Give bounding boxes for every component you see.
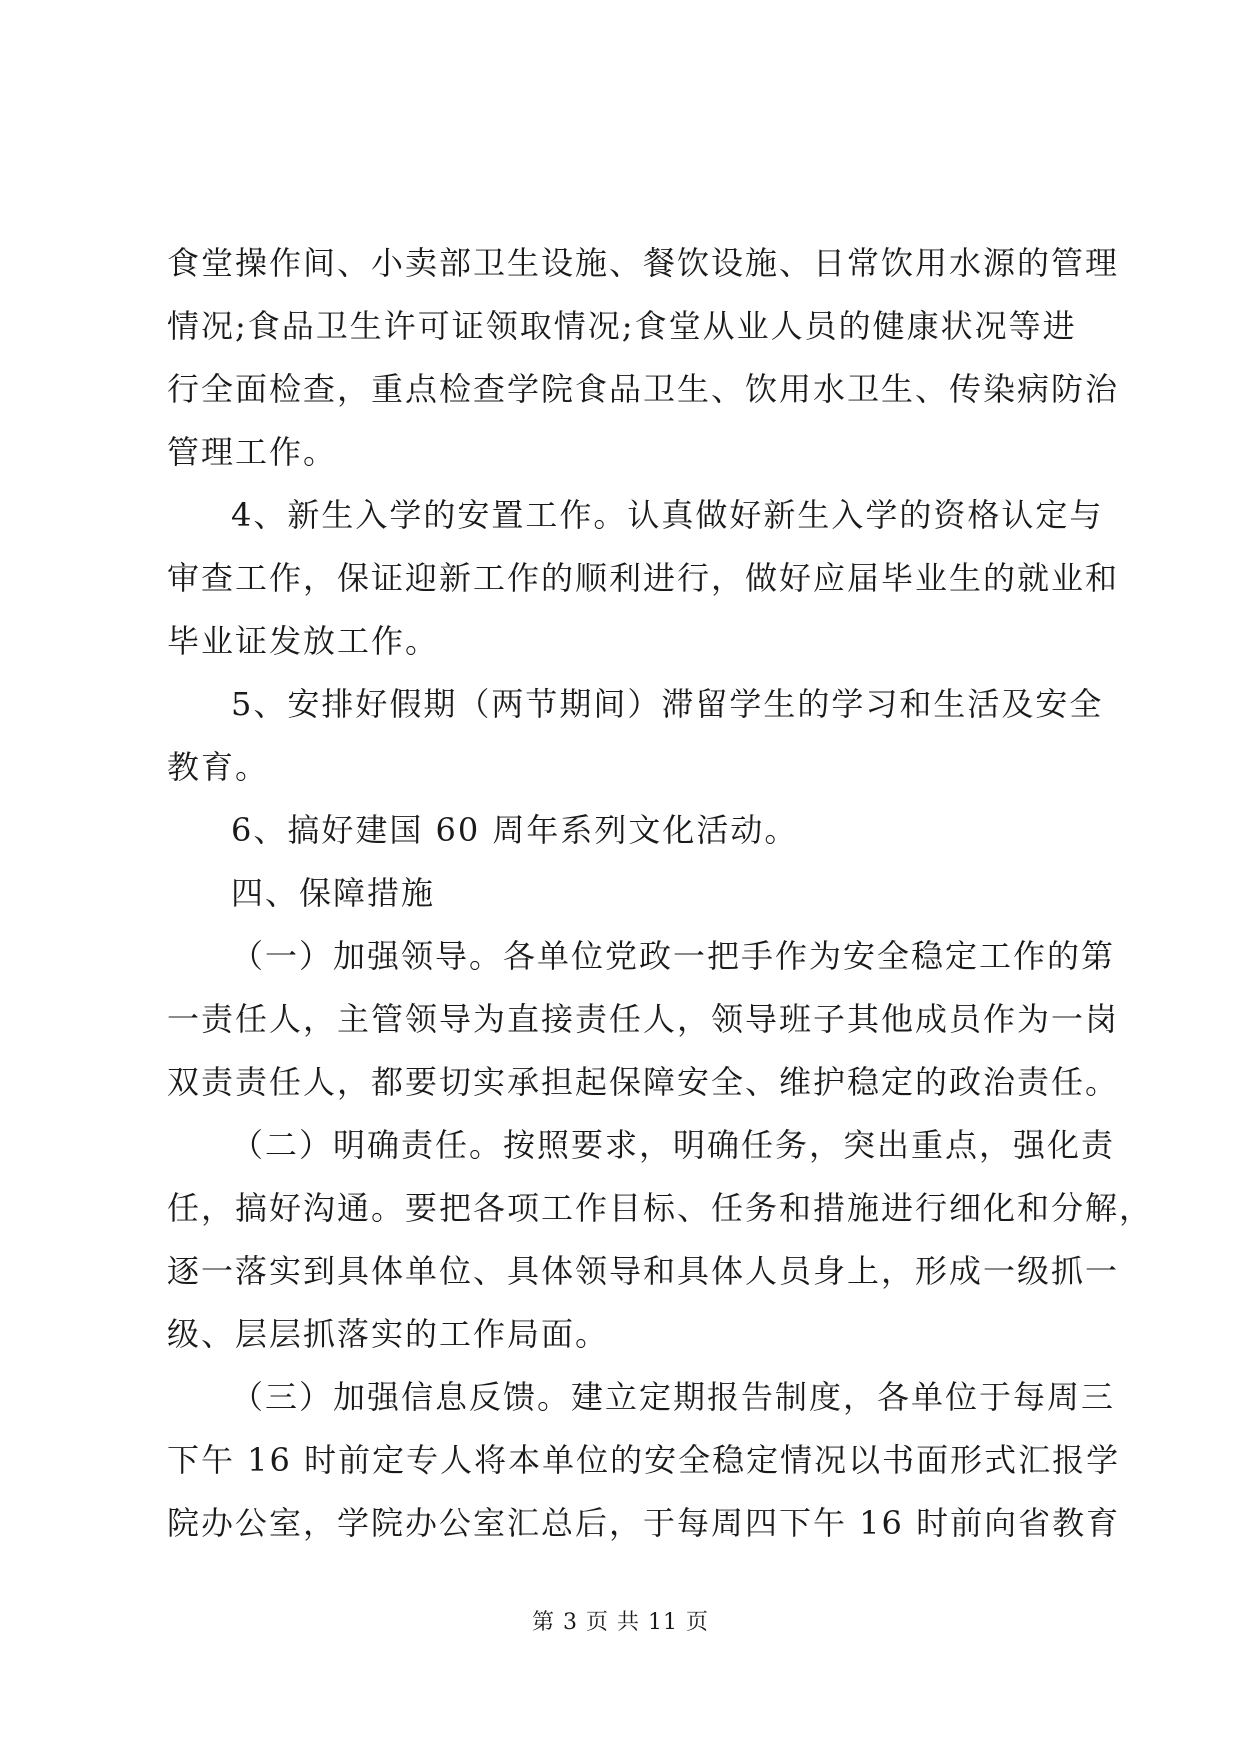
- body-line: （三）加强信息反馈。建立定期报告制度，各单位于每周三: [231, 1378, 1116, 1416]
- body-line: （二）明确责任。按照要求，明确任务，突出重点，强化责: [231, 1126, 1116, 1164]
- body-line: 双责责任人，都要切实承担起保障安全、维护稳定的政治责任。: [167, 1063, 1120, 1101]
- body-line: 审查工作，保证迎新工作的顺利进行，做好应届毕业生的就业和: [167, 559, 1120, 597]
- body-line: 食堂操作间、小卖部卫生设施、餐饮设施、日常饮用水源的管理: [167, 244, 1120, 282]
- body-line: 院办公室，学院办公室汇总后，于每周四下午 16 时前向省教育: [167, 1504, 1121, 1542]
- section-heading: 四、保障措施: [231, 874, 436, 912]
- body-line: 级、层层抓落实的工作局面。: [167, 1315, 610, 1353]
- document-body: [167, 232, 1154, 1555]
- body-line: 5、安排好假期（两节期间）滞留学生的学习和生活及安全: [231, 685, 1104, 723]
- body-line: 任，搞好沟通。要把各项工作目标、任务和措施进行细化和分解，: [167, 1189, 1154, 1227]
- body-line: 下午 16 时前定专人将本单位的安全稳定情况以书面形式汇报学: [167, 1441, 1121, 1479]
- body-line: 管理工作。: [167, 433, 338, 471]
- body-line: 情况;食品卫生许可证领取情况;食堂从业人员的健康状况等进: [167, 307, 1077, 345]
- body-line: 行全面检查，重点检查学院食品卫生、饮用水卫生、传染病防治: [167, 370, 1120, 408]
- page-number-footer: 第 3 页 共 11 页: [532, 1610, 709, 1635]
- body-line: 6、搞好建国 60 周年系列文化活动。: [231, 811, 799, 849]
- body-line: 一责任人，主管领导为直接责任人，领导班子其他成员作为一岗: [167, 1000, 1120, 1038]
- body-line: 逐一落实到具体单位、具体领导和具体人员身上，形成一级抓一: [167, 1252, 1120, 1290]
- body-line: 4、新生入学的安置工作。认真做好新生入学的资格认定与: [231, 496, 1104, 534]
- body-line: 教育。: [167, 748, 270, 786]
- body-line: 毕业证发放工作。: [167, 622, 440, 660]
- body-line: （一）加强领导。各单位党政一把手作为安全稳定工作的第: [231, 937, 1116, 975]
